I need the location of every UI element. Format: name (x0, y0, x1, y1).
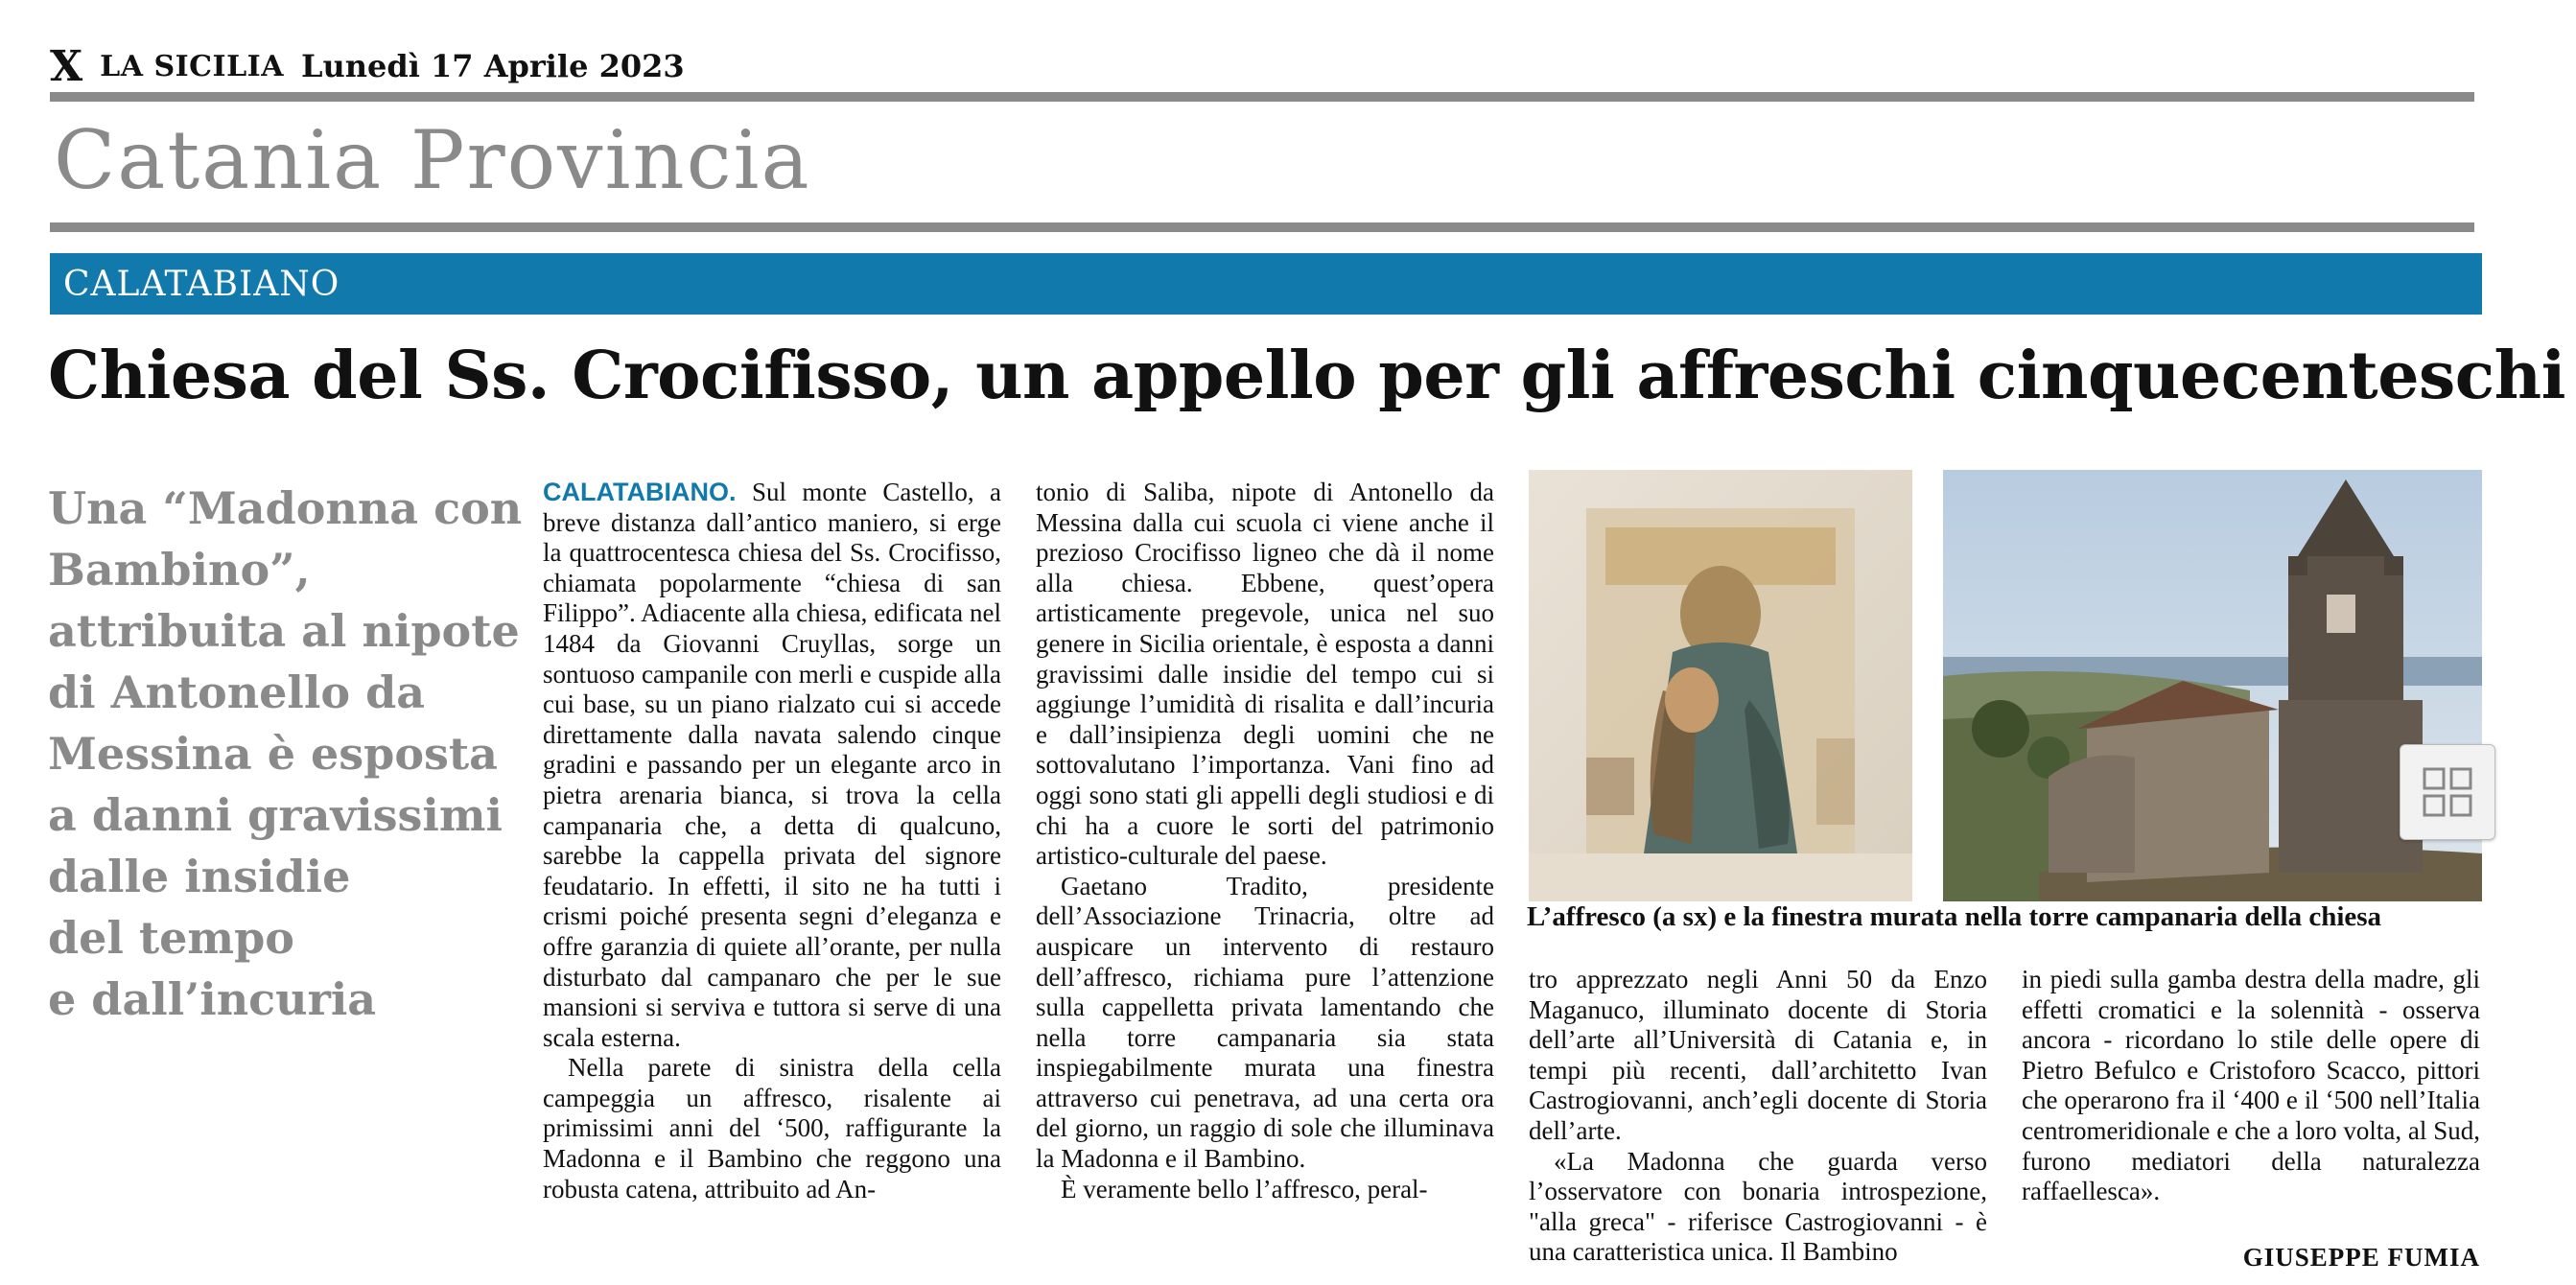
summary-line: del tempo (48, 912, 294, 964)
page-number: X (50, 41, 83, 91)
article-summary (48, 478, 523, 1030)
summary-line: a danni gravissimi (48, 789, 503, 841)
paragraph-text: Sul monte Castello, a breve distanza dall’antico maniero, si erge la quattrocentesca chiesa del Ss. Crocifisso, chiamata popolarmente “chiesa di san Filippo”. Adiacente alla chiesa, edificata nel 1484 da Giovanni Cruyllas, sorge un sontuoso campanile con merli e cuspide alla cui base, su un piano rialzato cui si accede direttamente dalla navata salendo cinque gradini e passando per un elegante arco in pietra arenaria bianca, si trova la cella campanaria che, a detta di qualcuno, sarebbe la cappella privata del signore feudatario. In effetti, il sito ne ha tutti i crismi poiché presenta segni d’eleganza e offre garanzia di quiete all’orante, per nulla disturbato dal campanaro che per le sue mansioni si serviva e tuttora si serve di una scala esterna. (543, 478, 1001, 1052)
top-rule (50, 92, 2474, 102)
summary-line: di Antonello da (48, 666, 426, 718)
article-column-4 (2022, 965, 2480, 1207)
fresco-image (1529, 470, 1912, 901)
body-paragraph: tonio di Saliba, nipote di Antonello da Messina dalla cui scuola ci viene anche il prezioso Crocifisso ligneo che dà il nome alla chiesa. Ebbene, quest’opera artisticamente pregevole, unica nel suo genere in Sicilia orientale, è esposta a danni gravissimi dalle insidie del tempo cui si aggiunge l’umidità di risalita e dall’incuria e dall’insipienza degli uomini che ne sottovalutano l’importanza. Vani fino ad oggi sono stati gli appelli degli studiosi e di chi ha a cuore le sorti del patrimonio artistico-culturale del paese. (1036, 478, 1494, 871)
article-headline: Chiesa del Ss. Crocifisso, un appello per gli affreschi cinquecenteschi (48, 338, 2565, 414)
body-paragraph: Gaetano Tradito, presidente dell’Associazione Trinacria, oltre ad auspicare un intervento di restauro dell’affresco, richiama pure l’attenzione sulla cappelletta privata lamentando che nella torre campanaria sia stata inspiegabilmente murata una finestra attraverso cui penetrava, ad una certa ora del giorno, un raggio di sole che illuminava la Madonna e il Bambino. (1036, 871, 1494, 1174)
gallery-button[interactable] (2400, 744, 2495, 840)
fresco-photo[interactable] (1529, 470, 1912, 901)
article-column-1 (543, 478, 1001, 1204)
issue-date: Lunedì 17 Aprile 2023 (300, 48, 685, 84)
kicker-label: CALATABIANO (63, 265, 340, 304)
article-column-2 (1036, 478, 1494, 1204)
summary-line: e dall’incuria (48, 973, 377, 1025)
body-paragraph: tro apprezzato negli Anni 50 da Enzo Maganuco, illuminato docente di Storia dell’arte all’Università di Catania e, in tempi più recenti, dall’architetto Ivan Castrogiovanni, anch’egli docente di Storia dell’arte. (1529, 965, 1987, 1145)
newspaper-name: LA SICILIA (100, 49, 284, 83)
dateline: CALATABIANO. (543, 478, 737, 506)
summary-line: Una “Madonna con (48, 482, 523, 534)
summary-line: dalle insidie (48, 851, 351, 902)
photo-caption: L’affresco (a sx) e la finestra murata nella torre campanaria della chiesa (1527, 901, 2382, 932)
masthead (50, 42, 685, 90)
author-byline: GIUSEPPE FUMIA (2242, 1243, 2480, 1272)
summary-line: attribuita al nipote (48, 605, 520, 657)
article-column-3 (1529, 965, 1987, 1268)
summary-line: Bambino”, (48, 544, 311, 596)
body-paragraph (543, 478, 1001, 1053)
body-paragraph: «La Madonna che guarda verso l’osservatore con bonaria introspezione, "alla greca" - riferisce Castrogiovanni - è una caratteristica unica. Il Bambino (1529, 1146, 1987, 1267)
body-paragraph: È veramente bello l’affresco, peral- (1061, 1174, 1428, 1203)
section-title: Catania Provincia (54, 113, 811, 207)
body-paragraph: Nella parete di sinistra della cella campeggia un affresco, risalente ai primissimi anni del ‘500, raffigurante la Madonna e il Bambino che reggono una robusta catena, attribuito ad An- (543, 1053, 1001, 1203)
body-paragraph: in piedi sulla gamba destra della madre, gli effetti cromatici e la solennità - osserva ancora - ricordano lo stile delle opere di Pietro Befulco e Cristoforo Scacco, pittori che operarono fra il ‘400 e il ‘500 nell’Italia centromeridionale e che a loro volta, al Sud, furono mediatori della naturalezza raffaellesca». (2022, 965, 2480, 1206)
section-rule (50, 222, 2474, 232)
kicker-bar (50, 253, 2482, 315)
summary-line: Messina è esposta (48, 728, 498, 780)
grid-gallery-icon (2423, 767, 2472, 817)
